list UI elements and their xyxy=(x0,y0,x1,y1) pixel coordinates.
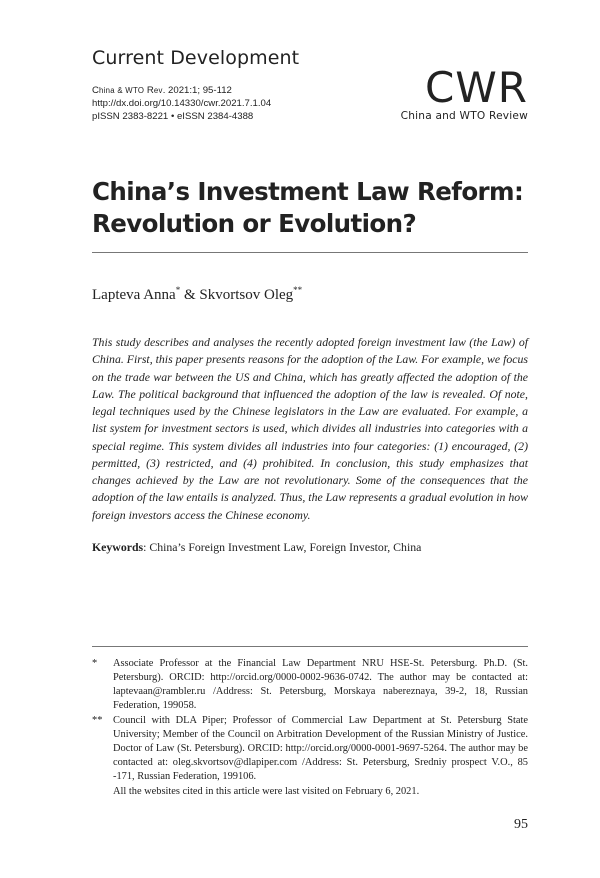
keywords-label: Keywords xyxy=(92,540,144,554)
article-title xyxy=(92,176,532,240)
section-label: Current Development xyxy=(92,47,300,69)
journal-initial-2: R xyxy=(144,85,154,96)
footnote-text: Council with DLA Piper; Professor of Commercial Law Department at St. Petersburg State University; Member of the Council on Arbitration Development of the Russian Ministry of Justice. Doctor of Law (St. Petersburg). ORCID: http://orcid.org/0000-0001-9697-5264. The author may be contacted at: oleg.skvortsov@dlapiper.com /Address: St. Petersburg, Sredniy prospect V.O., 85 -171, Russian Federation, 199106. xyxy=(113,715,528,782)
logo-mark: CWR xyxy=(424,63,528,112)
title-line-1: China’s Investment Law Reform: xyxy=(92,177,524,206)
abstract: This study describes and analyses the recently adopted foreign investment law (the Law) of China. First, this paper presents reasons for the adoption of the Law. For example, we focus on the trade war between the US and China, which has greatly affected the adoption of the Law. The political background that influenced the adoption of the law is revealed. Of note, legal techniques used by the Chinese legislators in the Law are evaluated. For example, a list system for investment sectors is used, which divides all industries into categories with a special regime. This system divides all industries into four categories: (1) encouraged, (2) permitted, (3) restricted, and (4) prohibited. In conclusion, this study emphasizes that changes achieved by the Law are not revolutionary. Some of the consequences that the adoption of the law entails is analyzed. Thus, the Law represents a gradual evolution in how foreign investors access the Chinese economy. xyxy=(92,335,528,522)
footnote-text: Associate Professor at the Financial Law Department NRU HSE-St. Petersburg. Ph.D. (St. Petersburg). ORCID: http://orcid.org/0000-0002-9636-0742. The author may be contacted at: laptevaan@rambler.ru /Address: St. Petersburg, Morskaya nabereznaya, 39-2, 18, Russian Federation, 199058. xyxy=(113,658,528,711)
citation-text: . 2021:1; 95-112 xyxy=(162,85,232,96)
citation-block xyxy=(92,84,271,124)
author-1-name: Lapteva Anna xyxy=(92,287,176,303)
author-2-footnote-mark[interactable]: ** xyxy=(293,285,303,295)
footnote-divider xyxy=(92,646,528,647)
author-separator: & xyxy=(180,287,200,303)
footnote-mark: ** xyxy=(92,715,103,726)
keywords-line xyxy=(92,540,421,555)
doi-link[interactable]: http://dx.doi.org/10.14330/cwr.2021.7.1.04 xyxy=(92,98,272,110)
footnote-mark: * xyxy=(92,658,98,669)
issn-line: pISSN 2383-8221 • eISSN 2384-4388 xyxy=(92,111,254,123)
page-number: 95 xyxy=(514,817,528,832)
logo-subtitle: China and WTO Review xyxy=(400,110,528,122)
author-line xyxy=(92,285,302,304)
title-line-2: Revolution or Evolution? xyxy=(92,209,417,238)
author-2-name: Skvortsov Oleg xyxy=(199,287,294,303)
footnote xyxy=(92,657,528,713)
author-1-footnote-mark[interactable]: * xyxy=(175,285,181,295)
title-divider xyxy=(92,252,528,253)
citation-line xyxy=(92,84,271,97)
journal-abbrev: hina & WTO xyxy=(98,86,145,95)
keywords-list: : China’s Foreign Investment Law, Foreign Investor, China xyxy=(143,540,422,554)
footnote xyxy=(92,714,528,784)
websites-note: All the websites cited in this article were last visited on February 6, 2021. xyxy=(113,786,420,797)
journal-abbrev-2: ev xyxy=(153,86,163,95)
journal-logo xyxy=(400,63,528,122)
journal-initial: C xyxy=(92,85,99,96)
